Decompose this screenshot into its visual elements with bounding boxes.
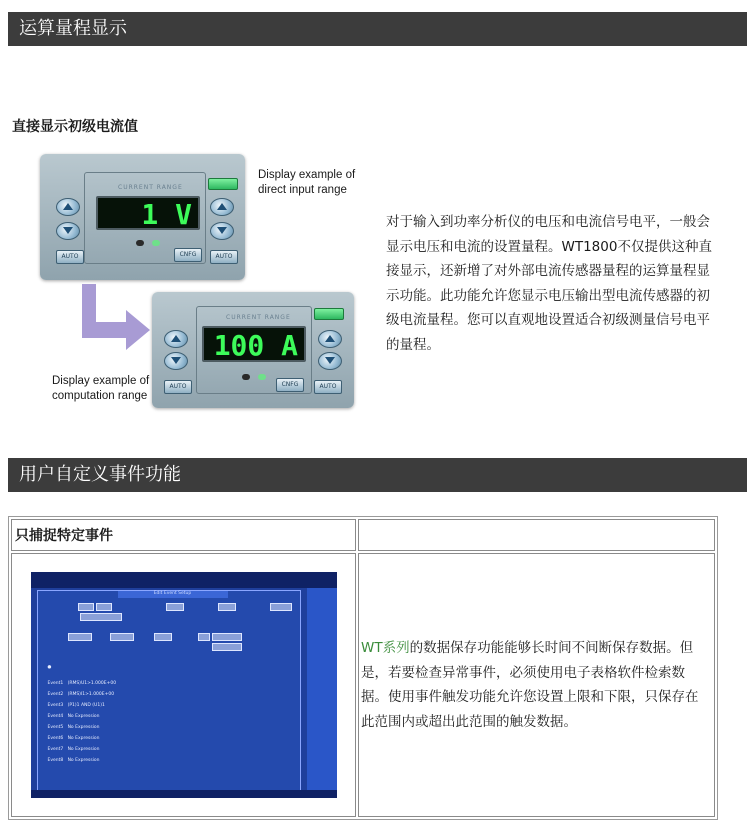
lcd-computation-value: 100 A: [202, 326, 306, 362]
range-down-button-right: [210, 222, 234, 240]
event-row: Event6 No Expression: [47, 736, 100, 741]
event-row: Event7 No Expression: [47, 747, 100, 752]
range-up-button: [56, 198, 80, 216]
sensor-indicator: [152, 240, 160, 246]
cnfg-button: CNFG: [174, 248, 202, 262]
section-header-computation-range: [8, 12, 747, 46]
range-down-button: [56, 222, 80, 240]
auto-button-right: AUTO: [210, 250, 238, 264]
screen-status-bar: [31, 790, 337, 798]
ext-indicator-2: [242, 374, 250, 380]
lcd-direct-value: 1 V: [96, 196, 200, 230]
range-up-button-2-right: [318, 330, 342, 348]
section-title-2: 用户自定义事件功能: [19, 464, 181, 485]
range-down-button-2-right: [318, 352, 342, 370]
event-feature-table: [8, 516, 718, 820]
transform-arrow-icon: [76, 284, 156, 352]
range-led-2: [314, 308, 344, 320]
event-row: Event3 (P1)1 AND (U1)1: [47, 703, 105, 708]
caption-computation: Display example of computation range: [52, 375, 150, 402]
screen-side-panel: [307, 588, 337, 798]
auto-button: AUTO: [56, 250, 84, 264]
current-range-panel-direct: [40, 154, 245, 280]
edit-event-dialog: Edit Event Setup ● Event1 (RMS)U1>1.000E+00 Event2 (RMS)I1>1.000E+00 Event3 (P1)1 AND (U1)1 Event4 No Expression Event5 No Expression Event6 No Expression Event7 No Expression Event8 No Expression: [37, 590, 301, 798]
range-up-button-2: [164, 330, 188, 348]
event-row: Event8 No Expression: [47, 758, 100, 763]
section-header-user-event: [8, 458, 747, 492]
event-description-text: 的数据保存功能能够长时间不间断保存数据。但是，若要检查异常事件，必须使用电子表格软件检索数据。使用事件触发功能允许您设置上限和下限，只保存在此范围内或超出此范围的触发数据。: [361, 640, 699, 730]
dialog-title: Edit Event Setup: [118, 591, 228, 598]
auto-button-2: AUTO: [164, 380, 192, 394]
table-header-empty-cell: [358, 519, 715, 551]
wt-series-text: WT系列: [361, 640, 410, 656]
computation-range-description: 对于输入到功率分析仪的电压和电流信号电平，一般会显示电压和电流的设置量程。WT1800不仅提供这种直接显示，还新增了对外部电流传感器量程的运算量程显示功能。此功能允许您显示电压输出型电流传感器的初级电流量程。您可以直观地设置适合初级测量信号电平的量程。: [386, 214, 712, 353]
subheading-primary-current: 直接显示初级电流值: [12, 119, 138, 135]
event-row: Event1 (RMS)U1>1.000E+00: [47, 681, 117, 686]
range-led: [208, 178, 238, 190]
current-range-panel-computation: [152, 292, 354, 408]
panel-title: CURRENT RANGE: [118, 184, 183, 191]
caption-direct-input: Display example of direct input range: [258, 169, 356, 196]
event-description-cell: [358, 553, 715, 817]
event-row: Event5 No Expression: [47, 725, 100, 730]
event-row: Event4 No Expression: [47, 714, 100, 719]
panel-title-2: CURRENT RANGE: [226, 314, 291, 321]
range-display-figure: [40, 150, 365, 412]
range-down-button-2: [164, 352, 188, 370]
table-header-cell: 只捕捉特定事件: [11, 519, 356, 551]
auto-button-2-right: AUTO: [314, 380, 342, 394]
ext-indicator: [136, 240, 144, 246]
range-up-button-right: [210, 198, 234, 216]
screen-top-bar: [31, 572, 337, 588]
screenshot-cell: [11, 553, 356, 817]
section-title: 运算量程显示: [19, 18, 127, 39]
cnfg-button-2: CNFG: [276, 378, 304, 392]
event-row: Event2 (RMS)I1>1.000E+00: [47, 692, 115, 697]
sensor-indicator-2: [258, 374, 266, 380]
event-setup-screenshot: [31, 572, 337, 798]
